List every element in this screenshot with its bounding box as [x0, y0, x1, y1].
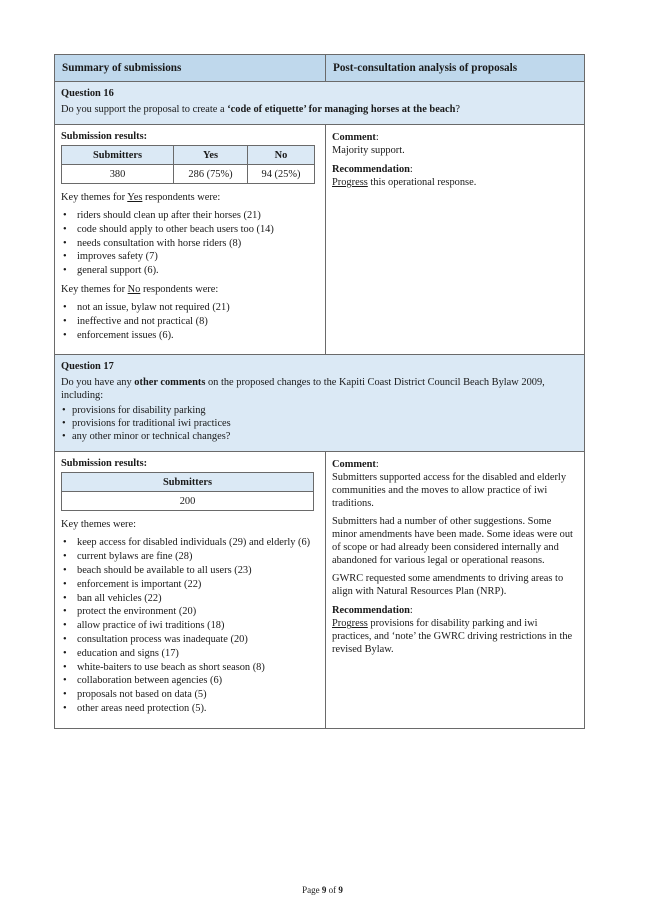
q17-recommendation-label: Recommendation: — [332, 605, 413, 617]
q17-comment-label: Comment: — [332, 459, 379, 471]
q16-col-no: No — [248, 146, 315, 165]
list-item: • education and signs (17) — [77, 647, 319, 661]
q16-results-label: Submission results: — [61, 131, 148, 142]
q17-results-label: Submission results: — [61, 458, 148, 470]
q17-results-table — [61, 472, 314, 511]
q16-recommendation-text: Progress this operational response. — [332, 177, 477, 188]
list-item: • beach should be available to all users (23) — [77, 564, 319, 578]
q16-results-table — [61, 145, 315, 184]
q17-submitters-value: 200 — [62, 492, 314, 511]
q16-col-submitters: Submitters — [62, 146, 174, 165]
list-item: • general support (6). — [77, 264, 319, 278]
list-item: • any other minor or technical changes? — [72, 430, 577, 443]
q16-comment-label: Comment: — [332, 132, 379, 143]
list-item: • collaboration between agencies (6) — [77, 674, 319, 688]
submissions-table — [54, 54, 585, 729]
q16-recommendation-label: Recommendation: — [332, 164, 413, 175]
q17-themes-intro: Key themes were: — [61, 519, 137, 531]
header-analysis: Post-consultation analysis of proposals — [326, 55, 585, 82]
list-item: • riders should clean up after their horses (21) — [77, 209, 319, 223]
list-item: • code should apply to other beach users too (14) — [77, 223, 319, 237]
list-item: • ineffective and not practical (8) — [77, 315, 319, 329]
list-item: • current bylaws are fine (28) — [77, 550, 319, 564]
q17-recommendation-text: Progress provisions for disability parking and iwi practices, and ‘note’ the GWRC driving restrictions in the revised Bylaw. — [332, 618, 573, 656]
list-item: • provisions for traditional iwi practices — [72, 417, 577, 430]
question-17-body — [55, 452, 585, 728]
q16-no-value: 94 (25%) — [248, 165, 315, 184]
question-17-text: Do you have any other comments on the proposed changes to the Kapiti Coast District Council Beach Bylaw 2009, including: — [61, 377, 545, 402]
q16-no-intro: Key themes for No respondents were: — [61, 283, 219, 295]
q16-col-yes: Yes — [174, 146, 248, 165]
q16-yes-value: 286 (75%) — [174, 165, 248, 184]
list-item: • white-baiters to use beach as short season (8) — [77, 661, 319, 675]
list-item: • enforcement issues (6). — [77, 329, 319, 343]
q17-comment-text-1: Submitters supported access for the disabled and elderly communities and the moves to allow practice of iwi traditions. — [332, 472, 567, 510]
list-item: • allow practice of iwi traditions (18) — [77, 619, 319, 633]
q17-comment-text-3: GWRC requested some amendments to driving areas to align with Natural Resources Plan (NRP). — [332, 573, 564, 598]
question-16-body — [55, 125, 585, 355]
q16-no-themes — [61, 301, 319, 342]
question-17-title: Question 17 — [61, 361, 114, 373]
q16-yes-intro: Key themes for Yes respondents were: — [61, 192, 221, 203]
table-header-row — [55, 55, 585, 82]
list-item: • other areas need protection (5). — [77, 702, 319, 716]
list-item: • enforcement is important (22) — [77, 578, 319, 592]
list-item: • proposals not based on data (5) — [77, 688, 319, 702]
question-16-row — [55, 82, 585, 125]
q16-yes-themes — [61, 209, 319, 278]
question-16-text: Do you support the proposal to create a ‘code of etiquette’ for managing horses at the beach? — [61, 104, 461, 115]
q17-col-submitters: Submitters — [62, 473, 314, 492]
q17-themes — [61, 536, 319, 715]
page-number: Page 9 of 9 — [302, 885, 343, 895]
question-17-row — [55, 355, 585, 452]
list-item: • ban all vehicles (22) — [77, 592, 319, 606]
list-item: • improves safety (7) — [77, 250, 319, 264]
list-item: • not an issue, bylaw not required (21) — [77, 301, 319, 315]
list-item: • consultation process was inadequate (20) — [77, 633, 319, 647]
question-16-title: Question 16 — [61, 88, 114, 99]
list-item: • needs consultation with horse riders (8) — [77, 237, 319, 251]
q16-comment-text: Majority support. — [332, 145, 405, 156]
list-item: • protect the environment (20) — [77, 605, 319, 619]
q16-submitters-value: 380 — [62, 165, 174, 184]
list-item: • provisions for disability parking — [72, 404, 577, 417]
question-17-items — [61, 404, 577, 443]
header-summary: Summary of submissions — [55, 55, 326, 82]
q17-comment-text-2: Submitters had a number of other suggestions. Some minor amendments have been made. Some ideas were out of scope or had already been considered internally and abandoned for various legal or operational reasons. — [332, 516, 573, 567]
list-item: • keep access for disabled individuals (29) and elderly (6) — [77, 536, 319, 550]
